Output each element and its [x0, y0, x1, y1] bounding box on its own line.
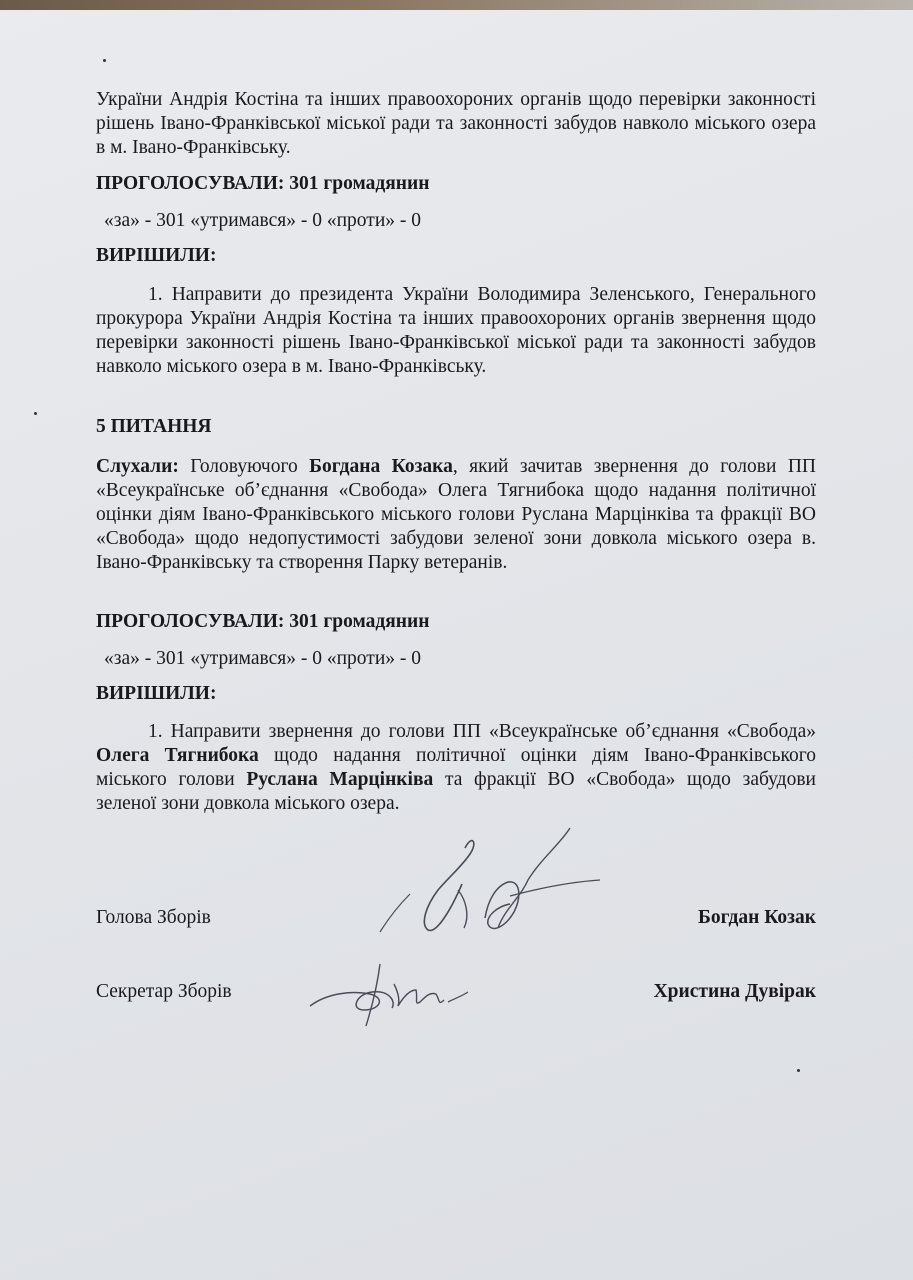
vote-heading-2: ПРОГОЛОСУВАЛИ: 301 громадянин	[96, 611, 430, 632]
heard-name: Богдана Козака	[309, 456, 453, 477]
decision-2	[96, 720, 816, 816]
paper-speck	[103, 59, 106, 62]
heard-part2: , який зачитав звернення до голови ПП «Всеукраїнське об’єднання «Свобода» Олега Тягнибока щодо надання політичної оцінки діям Івано-Франківського міського голови Руслана Марцінківа та фракції ВО «Свобода» щодо недопустимості забудови зеленої зони довкола міського озера в. Івано-Франківську та створення Парку ветеранів.	[96, 456, 816, 573]
vote-counts-1-block	[104, 209, 824, 233]
decision-2-name1: Олега Тягнибока	[96, 745, 259, 766]
secretary-name: Христина Дувірак	[653, 981, 816, 1002]
vote-block-2	[96, 610, 816, 634]
item-5-block	[96, 415, 816, 439]
vote-heading-1: ПРОГОЛОСУВАЛИ: 301 громадянин	[96, 173, 430, 194]
decided-block-1	[96, 244, 816, 268]
decision-2-part2: щодо надання політичної оцінки діям Івано-Франківського міського голови	[96, 745, 816, 790]
vote-counts-2: «за» - 301 «утримався» - 0 «проти» - 0	[104, 648, 421, 669]
paper-speck	[797, 1069, 800, 1072]
chair-label: Голова Зборів	[96, 907, 211, 928]
decision-1-text: 1. Направити до президента України Володимира Зеленського, Генерального прокурора України Андрія Костіна та інших правоохороних органів звернення щодо перевірки законності рішень Івано-Франківської міської ради та законності забудов навколо міського озера в м. Івано-Франківську.	[96, 284, 816, 377]
paragraph-continuation	[96, 88, 816, 160]
chair-name: Богдан Козак	[698, 907, 816, 928]
decided-heading-1: ВИРІШИЛИ:	[96, 245, 217, 266]
heard-paragraph	[96, 455, 816, 575]
decision-2-part3: та фракції ВО «Свобода» щодо забудови зеленої зони довкола міського озера.	[96, 769, 816, 814]
secretary-signature-drawing	[300, 950, 480, 1040]
heard-block	[96, 455, 816, 575]
secretary-label: Секретар Зборів	[96, 981, 232, 1002]
paper-speck	[34, 412, 37, 415]
continuation-text: України Андрія Костіна та інших правоохороних органів щодо перевірки законності рішень Івано-Франківської міської ради та законності забудов навколо міського озера в м. Івано-Франківську.	[96, 89, 816, 158]
vote-counts-2-block	[104, 647, 824, 671]
decision-2-part1: 1. Направити звернення до голови ПП «Всеукраїнське об’єднання «Свобода»	[148, 721, 816, 742]
background-edge	[0, 0, 913, 10]
decision-2-text	[96, 720, 816, 816]
heard-part1: Головуючого	[178, 456, 310, 477]
decided-heading-2: ВИРІШИЛИ:	[96, 683, 217, 704]
heard-label: Слухали:	[96, 456, 179, 477]
item-5-heading: 5 ПИТАННЯ	[96, 416, 212, 437]
vote-block-1	[96, 172, 816, 196]
decided-block-2	[96, 682, 816, 706]
decision-1	[96, 283, 816, 379]
decision-2-name2: Руслана Марцінківа	[246, 769, 434, 790]
chair-signature-drawing	[370, 820, 610, 945]
vote-counts-1: «за» - 301 «утримався» - 0 «проти» - 0	[104, 210, 421, 231]
